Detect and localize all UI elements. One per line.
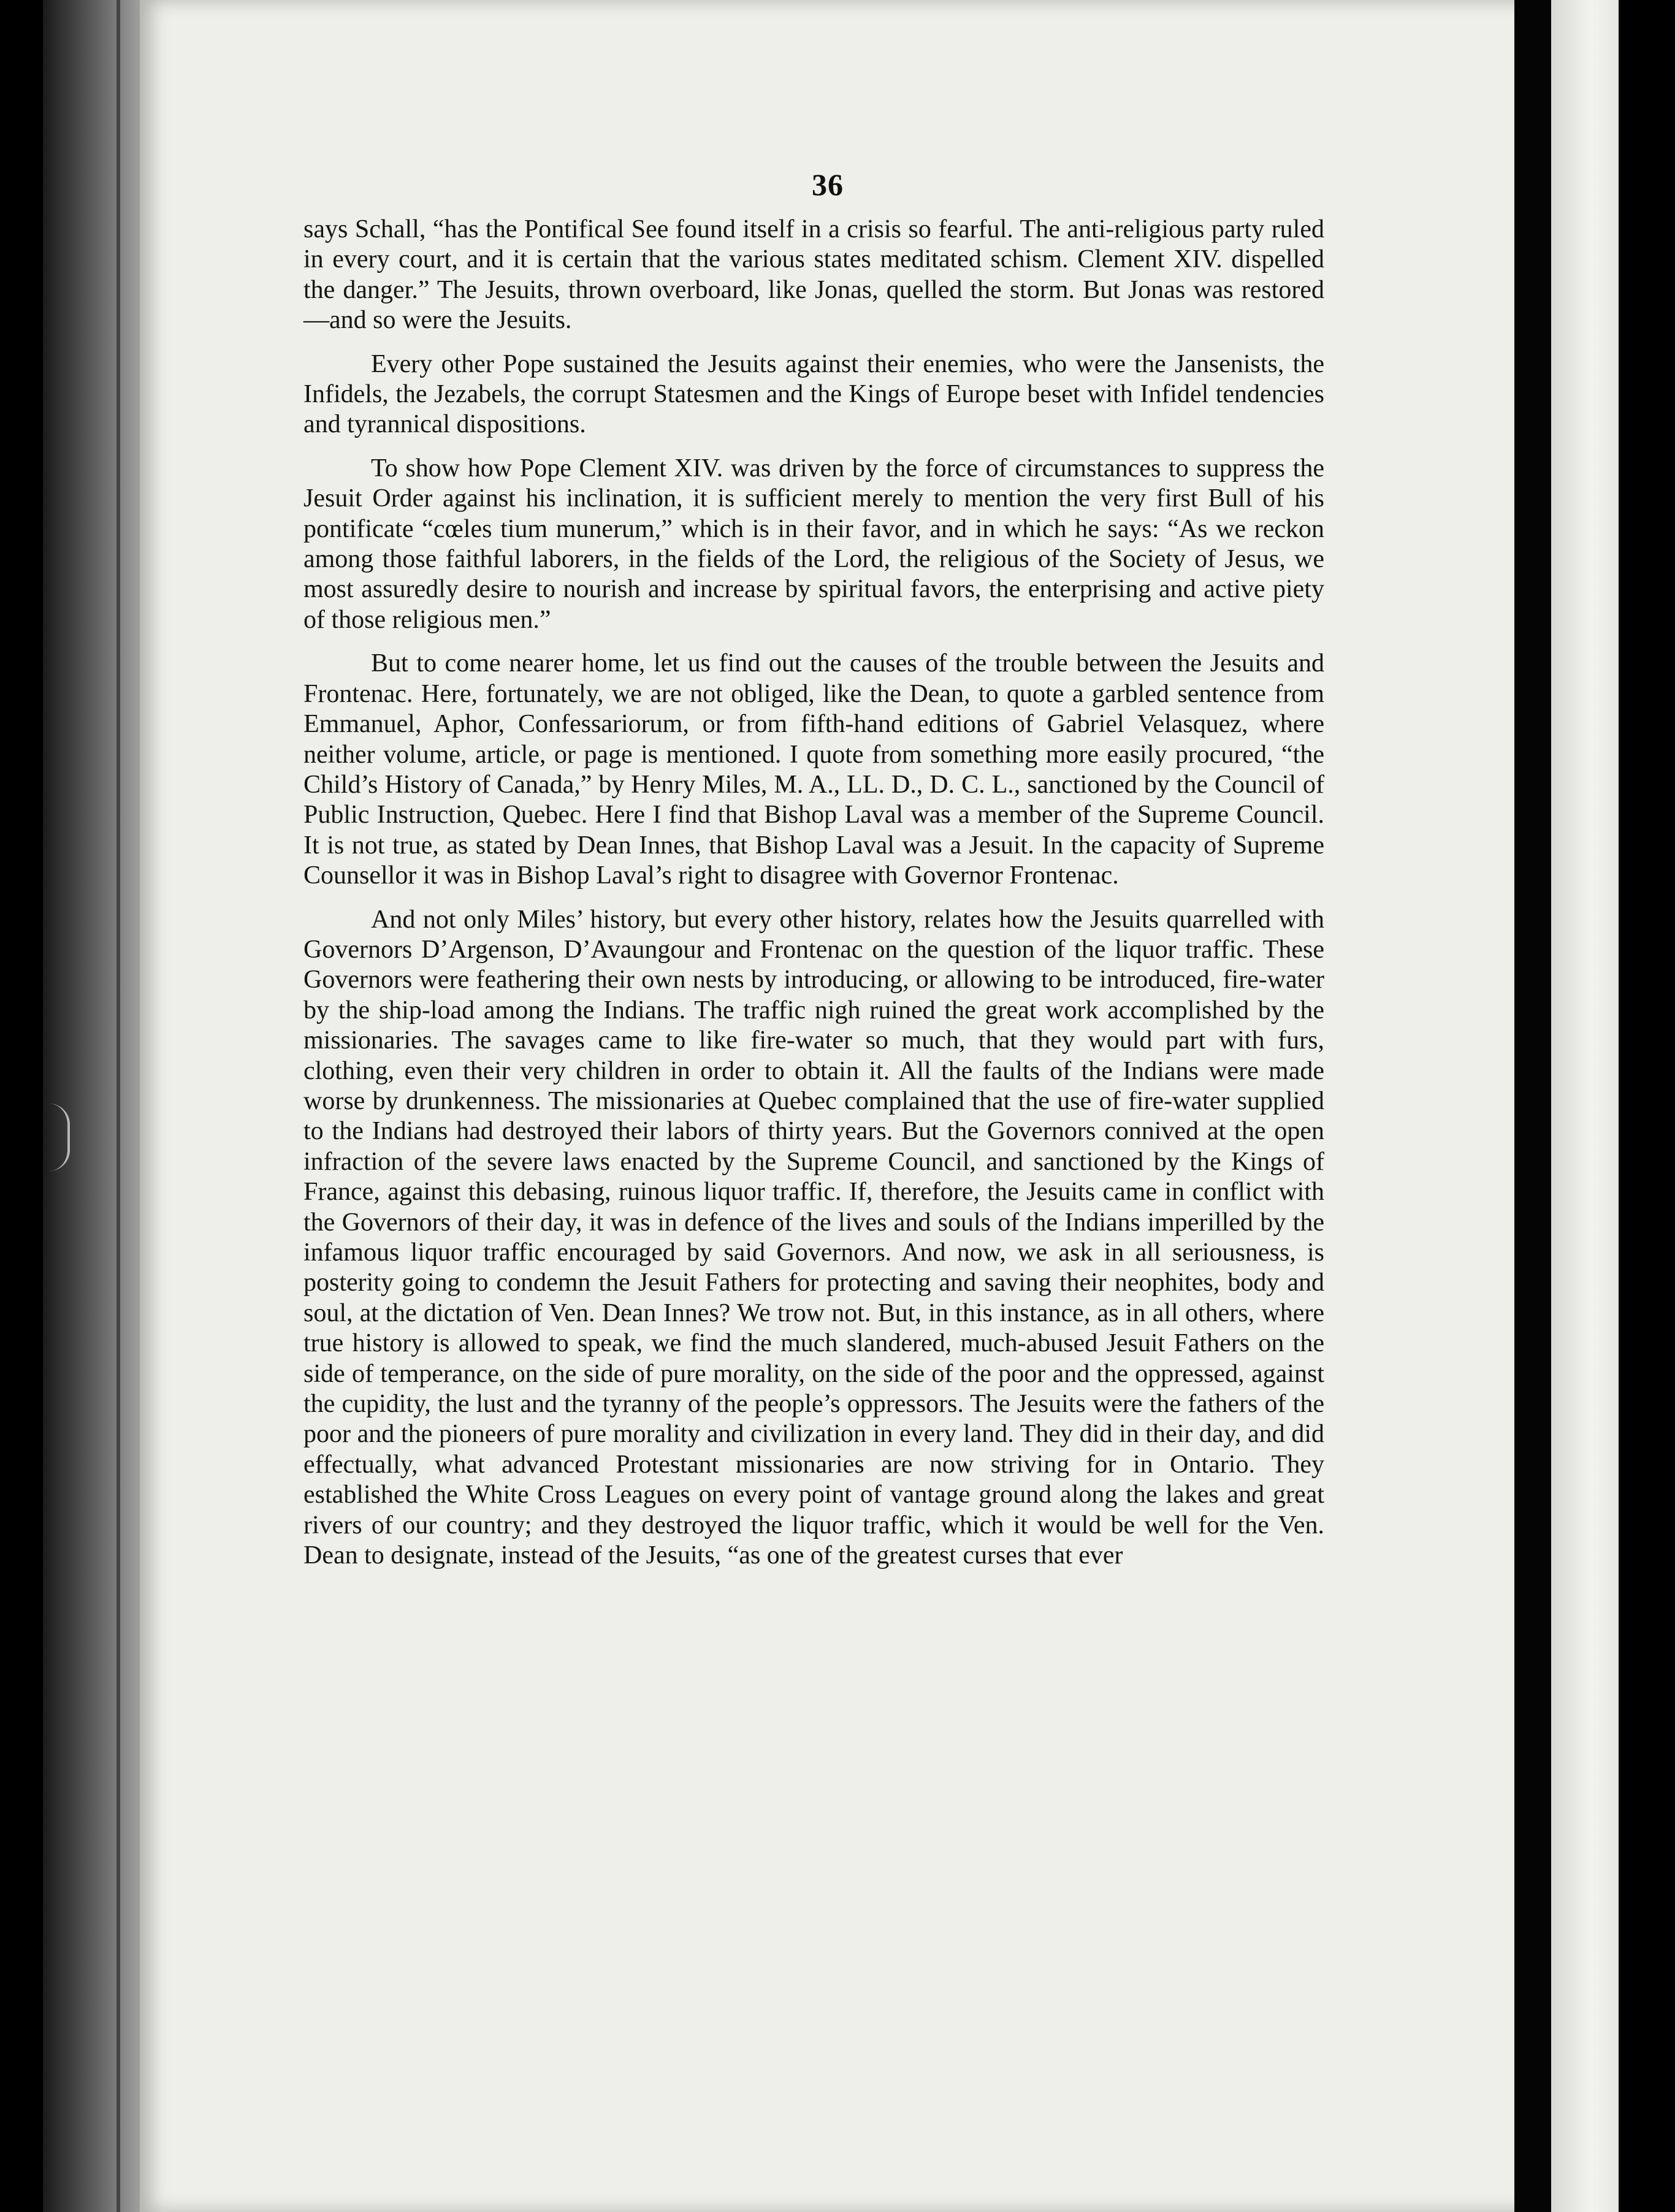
paragraph: And not only Miles’ history, but every other history, relates how the Jesuits quarrelled with Governors D’Argenson, D’Avaungour and Frontenac on the question of the liquor traffic. These Governors were feathering their own nests by introducing, or allowing to be introduced, fire-water by the ship-load among the Indians. The traffic nigh ruined the great work accomplished by the missionaries. The savages came to like fire-water so much, that they would part with furs, clothing, even their very children in order to obtain it. All the faults of the Indians were made worse by drunkenness. The missionaries at Quebec complained that the use of fire-water supplied to the Indians had destroyed their labors of thirty years. But the Governors connived at the open infraction of the severe laws enacted by the Supreme Council, and sanctioned by the Kings of France, against this debasing, ruinous liquor traffic. If, therefore, the Jesuits came in conflict with the Governors of their day, it was in defence of the lives and souls of the Indians imperilled by the infamous liquor traffic encouraged by said Governors. And now, we ask in all seriousness, is posterity going to condemn the Jesuit Fathers for protecting and saving their neophites, body and soul, at the dictation of Ven. Dean Innes? We trow not. But, in this instance, as in all others, where true history is allowed to speak, we find the much slandered, much-abused Jesuit Fathers on the side of temperance, on the side of pure morality, on the side of the poor and the oppressed, against the cupidity, the lust and the tyranny of the people’s oppressors. The Jesuits were the fathers of the poor and the pioneers of pure morality and civilization in every land. They did in their day, and did effectually, what advanced Protestant missionaries are now striving for in Ontario. They established the White Cross Leagues on every point of vantage ground along the lakes and great rivers of our country; and they destroyed the liquor traffic, which it would be well for the Ven. Dean to designate, instead of the Jesuits, “as one of the greatest curses that ever	[303, 905, 1324, 1570]
binding-gutter	[0, 0, 43, 2212]
right-border	[1619, 0, 1675, 2212]
right-gutter	[1514, 0, 1551, 2212]
paragraph: says Schall, “has the Pontifical See found itself in a crisis so fearful. The anti-religious party ruled in every court, and it is certain that the various states meditated schism. Clement XIV. dispelled the danger.” The Jesuits, thrown overboard, like Jonas, quelled the storm. But Jonas was restored—and so were the Jesuits.	[303, 215, 1324, 335]
margin-mark	[49, 1104, 70, 1171]
next-page-edge	[1551, 0, 1619, 2212]
body-text	[303, 215, 1324, 1571]
paragraph: Every other Pope sustained the Jesuits against their enemies, who were the Jansenists, the Infidels, the Jezabels, the corrupt Statesmen and the Kings of Europe beset with Infidel tendencies and tyrannical dispositions.	[303, 349, 1324, 439]
page-number: 36	[812, 167, 844, 202]
paragraph: But to come nearer home, let us find out the causes of the trouble between the Jesuits and Frontenac. Here, fortunately, we are not obliged, like the Dean, to quote a garbled sentence from Emmanuel, Aphor, Confessariorum, or from fifth-hand editions of Gabriel Velasquez, where neither volume, article, or page is mentioned. I quote from something more easily procured, “the Child’s History of Canada,” by Henry Miles, M. A., LL. D., D. C. L., sanctioned by the Council of Public Instruction, Quebec. Here I find that Bishop Laval was a member of the Supreme Council. It is not true, as stated by Dean Innes, that Bishop Laval was a Jesuit. In the capacity of Supreme Counsellor it was in Bishop Laval’s right to disagree with Governor Frontenac.	[303, 649, 1324, 890]
paragraph: To show how Pope Clement XIV. was driven by the force of circumstances to suppress the Jesuit Order against his inclination, it is sufficient merely to mention the very first Bull of his pontificate “cœles tium munerum,” which is in their favor, and in which he says: “As we reckon among those faithful laborers, in the fields of the Lord, the religious of the Society of Jesus, we most assuredly desire to nourish and increase by spiritual favors, the enterprising and active piety of those religious men.”	[303, 454, 1324, 634]
page-edge-line	[116, 0, 120, 2212]
